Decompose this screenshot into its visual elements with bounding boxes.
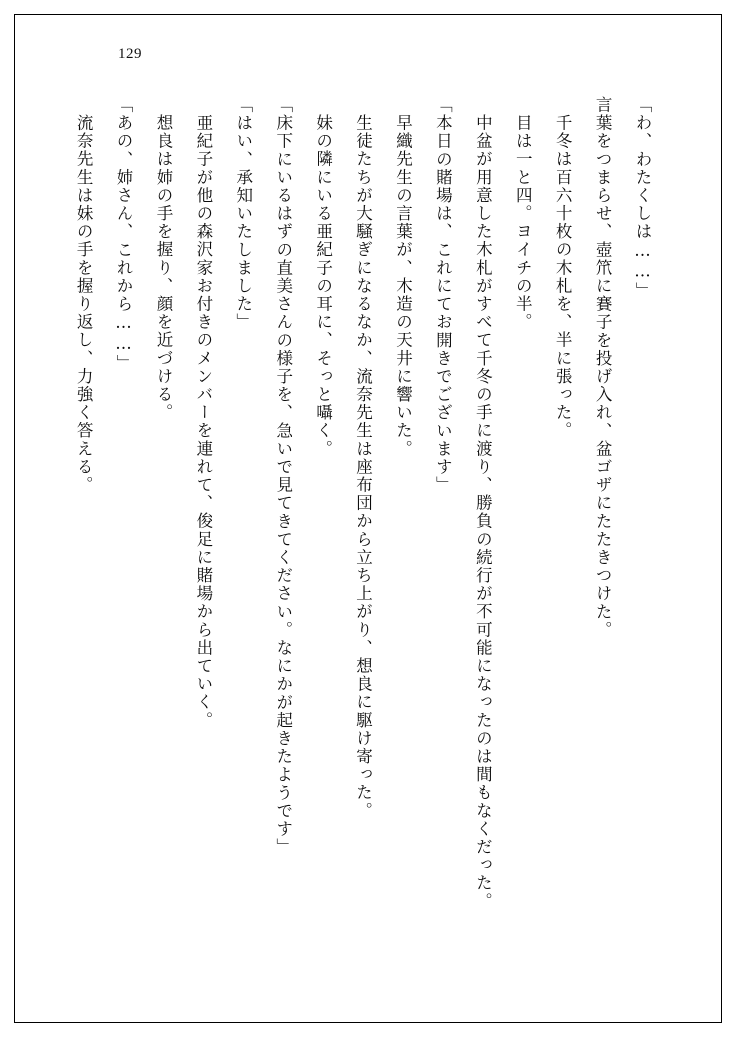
page-number: 129 (118, 46, 142, 62)
paragraph: 生徒たちが大騒ぎになるなか、流奈先生は座布団から立ち上がり、想良に駆け寄った。 (353, 114, 373, 820)
paragraph: 「本日の賭場は、これにてお開きでございます」 (433, 96, 453, 495)
paragraph: 妹の隣にいる亜紀子の耳に、そっと囁く。 (313, 114, 333, 458)
page-body-text (74, 96, 662, 976)
paragraph: 流奈先生は妹の手を握り返し、力強く答える。 (74, 114, 94, 495)
paragraph: 早織先生の言葉が、木造の天井に響いた。 (393, 114, 413, 458)
paragraph: 千冬は百六十枚の木札を、半に張った。 (553, 114, 573, 440)
paragraph: 「床下にいるはずの直美さんの様子を、急いで見てきてください。なにかが起きたようです」 (273, 96, 293, 857)
paragraph: 言葉をつまらせ、壺笊に賽子を投げ入れ、盆ゴザにたたきつけた。 (593, 96, 613, 639)
paragraph: 「あの、姉さん、これから……」 (114, 96, 134, 373)
paragraph: 亜紀子が他の森沢家お付きのメンバーを連れて、俊足に賭場から出ていく。 (193, 114, 213, 730)
paragraph: 目は一と四。ヨイチの半。 (513, 114, 533, 332)
paragraph: 「わ、わたくしは……」 (633, 96, 652, 301)
paragraph: 中盆が用意した木札がすべて千冬の手に渡り、勝負の続行が不可能になったのは間もなくだった。 (473, 114, 493, 911)
paragraph: 「はい、承知いたしました」 (233, 96, 253, 332)
paragraph: 想良は姉の手を握り、顔を近づける。 (153, 114, 173, 422)
